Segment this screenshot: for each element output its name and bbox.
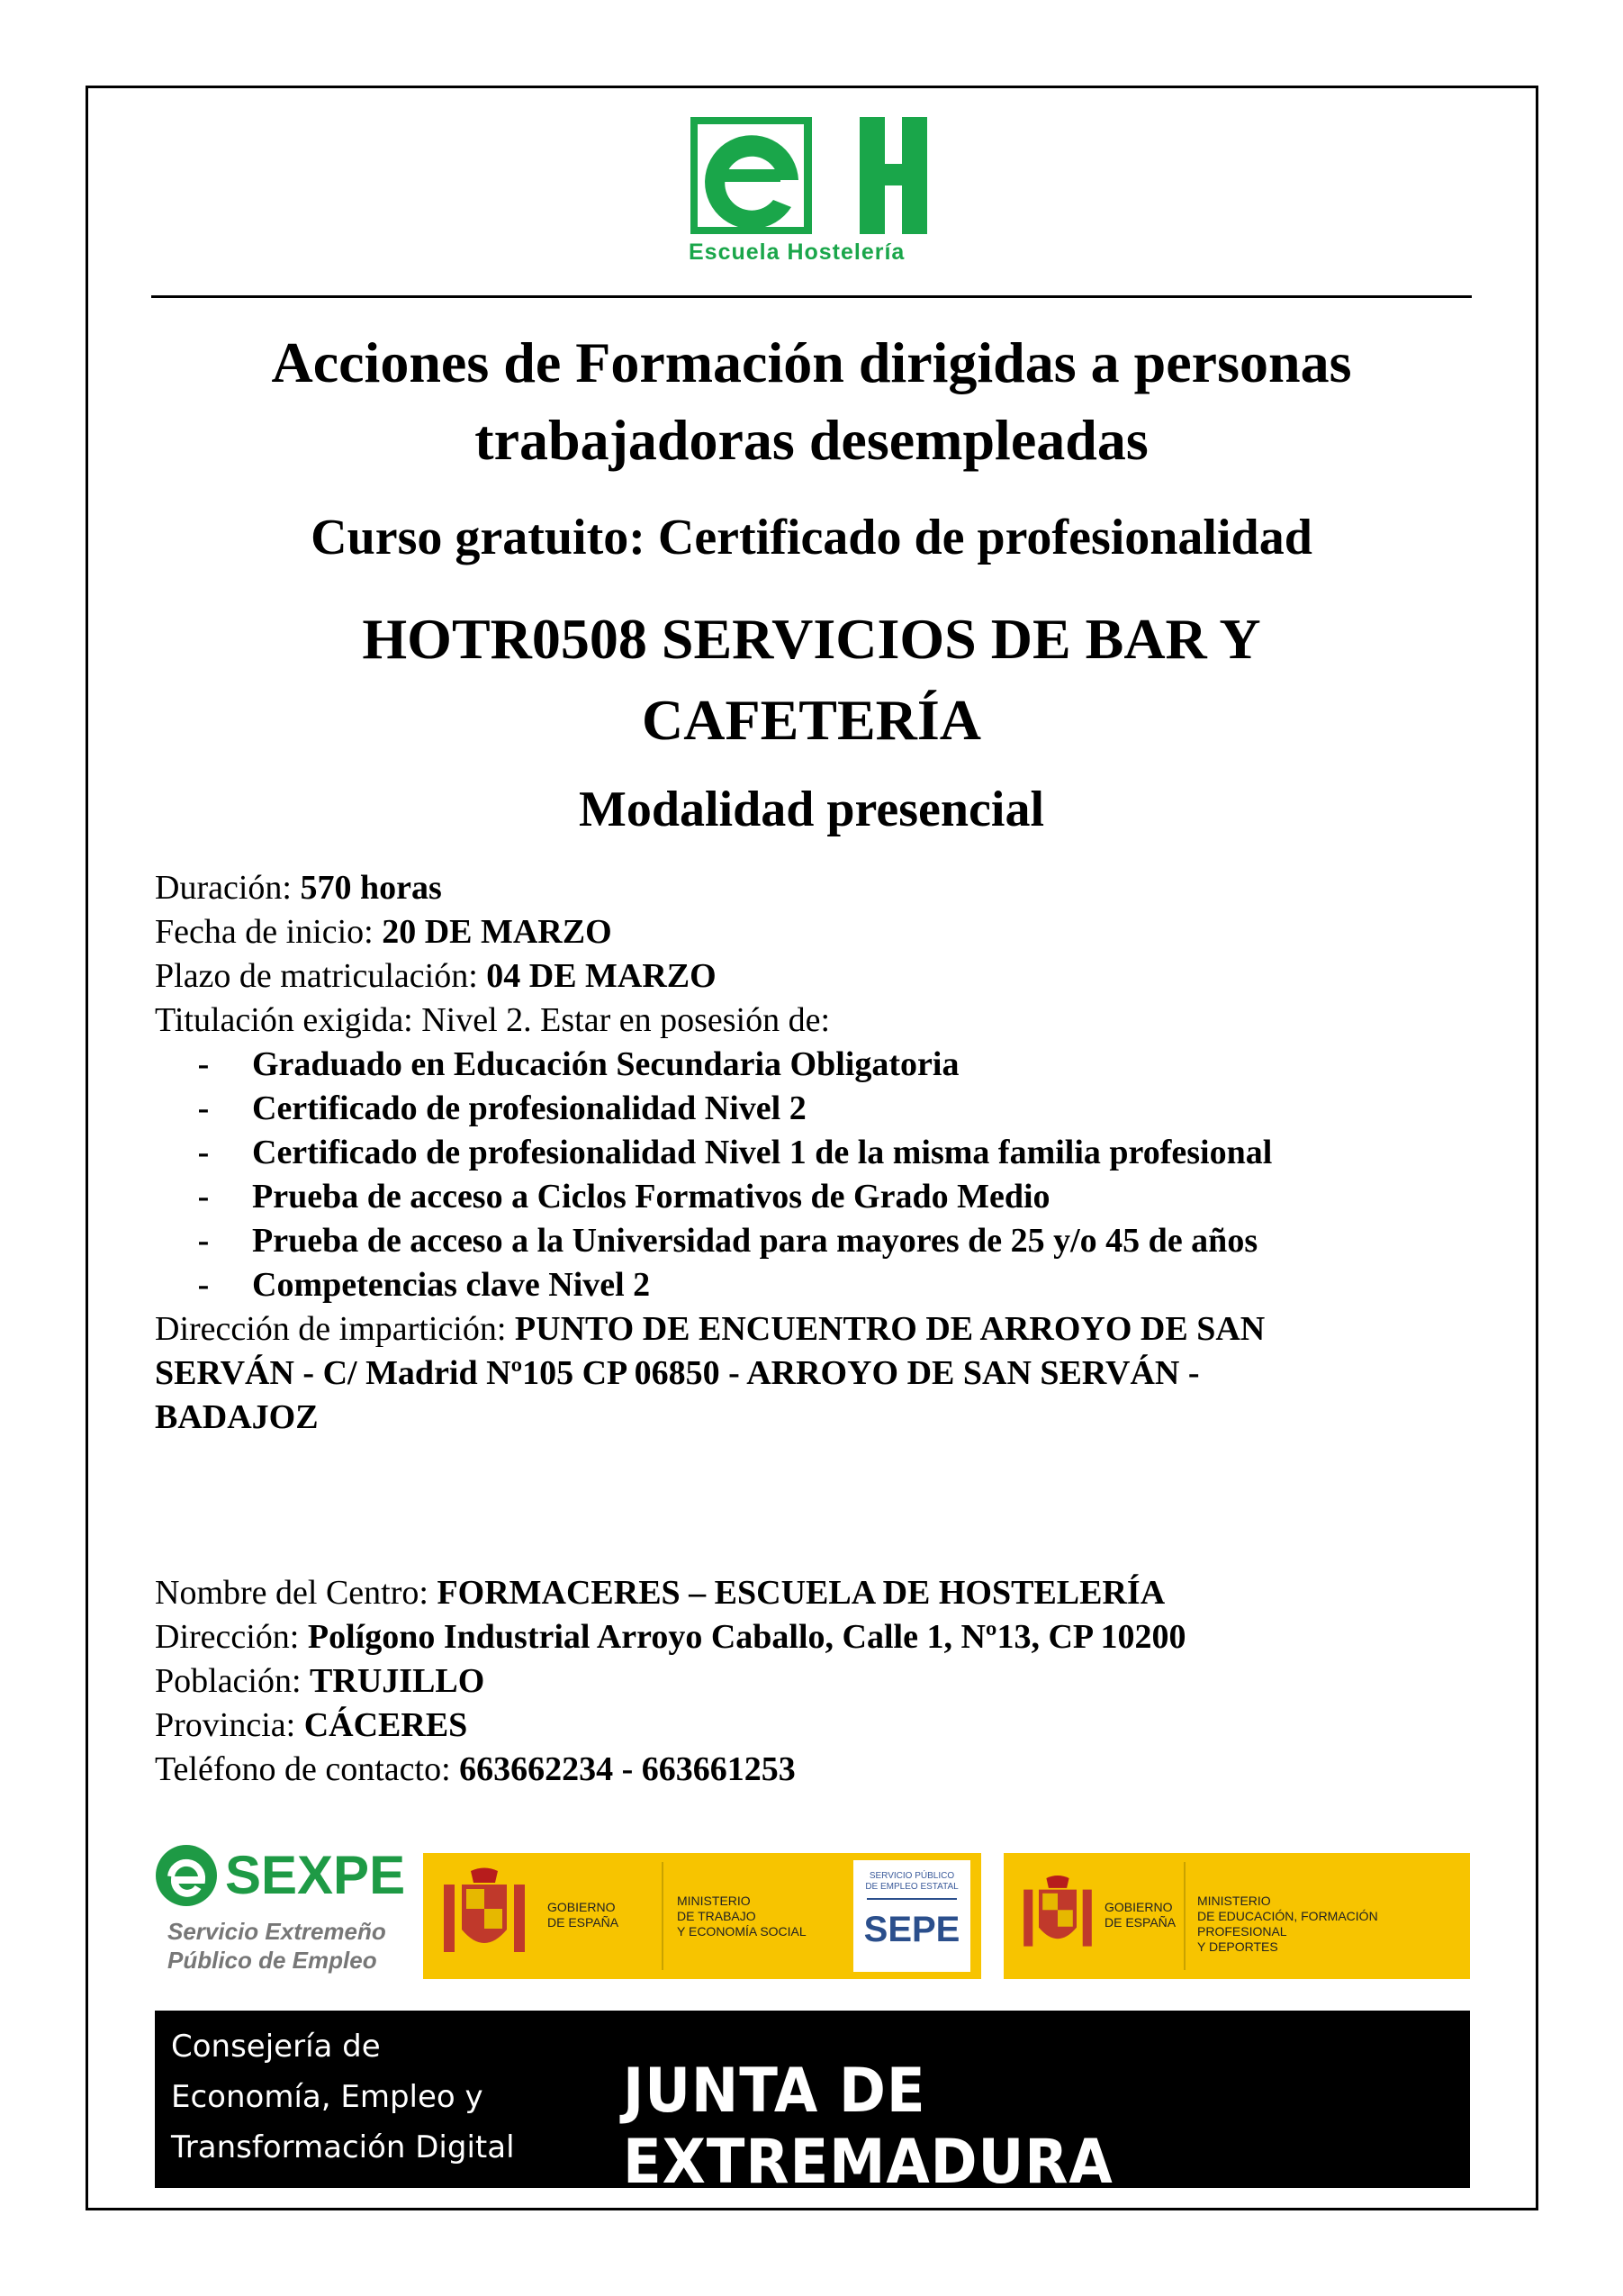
requirement-text: Graduado en Educación Secundaria Obligatoria: [252, 1045, 960, 1083]
divider: [151, 295, 1472, 298]
consejeria-line3: Transformación Digital: [171, 2129, 515, 2165]
requirement-item: [155, 1175, 1460, 1219]
min1-line2: DE TRABAJO: [677, 1909, 756, 1923]
enroll-value: 04 DE MARZO: [486, 957, 717, 995]
coat-of-arms-icon: [439, 1867, 529, 1966]
requirement-item: [155, 1043, 1460, 1087]
address-line3: BADAJOZ: [155, 1398, 319, 1436]
start-value: 20 DE MARZO: [382, 913, 612, 951]
center-name-row: [155, 1571, 1460, 1615]
gobierno-label-2: [1105, 1900, 1176, 1930]
address-line1: PUNTO DE ENCUENTRO DE ARROYO DE SAN: [514, 1310, 1266, 1348]
enroll-label: Plazo de matriculación:: [155, 957, 487, 995]
modality: Modalidad presencial: [578, 782, 1044, 837]
address-line2: SERVÁN - C/ Madrid Nº105 CP 06850 - ARROYO DE SAN SERVÁN -: [155, 1354, 1200, 1392]
phone-label: Teléfono de contacto:: [155, 1750, 460, 1788]
gobierno2-line1: GOBIERNO: [1105, 1900, 1173, 1914]
requirement-item: [155, 1131, 1460, 1175]
province-row: [155, 1704, 1460, 1748]
center-name-label: Nombre del Centro:: [155, 1574, 437, 1612]
course-details: [155, 866, 1460, 1440]
heading-line1: Acciones de Formación dirigidas a personas: [271, 330, 1352, 394]
sexpe-emblem-icon: [155, 1844, 218, 1907]
center-details: [155, 1571, 1460, 1792]
requirement-text: Prueba de acceso a Ciclos Formativos de Grado Medio: [252, 1178, 1050, 1216]
requirement-text: Certificado de profesionalidad Nivel 1 de la misma familia profesional: [252, 1134, 1273, 1171]
heading-line2: trabajadoras desempleadas: [474, 408, 1149, 472]
bullet: -: [197, 1178, 210, 1216]
sepe-small-label: [853, 1871, 970, 1893]
sexpe-name: SEXPE: [225, 1845, 406, 1905]
phone-row: [155, 1748, 1460, 1792]
ministerio-trabajo-label: [677, 1894, 807, 1939]
sepe-small2: DE EMPLEO ESTATAL: [865, 1882, 959, 1892]
sepe-name: SEPE: [863, 1910, 960, 1949]
start-row: [155, 910, 1460, 954]
center-address-row: [155, 1615, 1460, 1659]
requirements-title: Titulación exigida: Nivel 2. Estar en posesión de:: [155, 1001, 831, 1039]
town-value: TRUJILLO: [310, 1662, 485, 1700]
min1-line3: Y ECONOMÍA SOCIAL: [677, 1924, 807, 1939]
sexpe-line1: Servicio Extremeño: [167, 1918, 386, 1945]
sexpe-line2: Público de Empleo: [167, 1947, 377, 1974]
requirement-item: [155, 1263, 1460, 1307]
course-title-line1: HOTR0508 SERVICIOS DE BAR Y: [362, 607, 1261, 671]
requirement-text: Prueba de acceso a la Universidad para mayores de 25 y/o 45 de años: [252, 1222, 1258, 1260]
center-name-value: FORMACERES – ESCUELA DE HOSTELERÍA: [437, 1574, 1166, 1612]
course-title: [135, 599, 1488, 761]
gobierno-trabajo-banner: [423, 1853, 981, 1979]
ministerio-educacion-label: [1197, 1894, 1470, 1955]
duration-row: [155, 866, 1460, 910]
separator: [1184, 1862, 1186, 1970]
sepe-rule: [867, 1898, 957, 1900]
gobierno-educacion-banner: [1004, 1853, 1470, 1979]
bullet: -: [197, 1134, 210, 1171]
consejeria-line2: Economía, Empleo y: [171, 2079, 483, 2115]
gobierno2-line2: DE ESPAÑA: [1105, 1915, 1177, 1930]
sepe-logo: [853, 1860, 970, 1972]
min2-line1: MINISTERIO: [1197, 1894, 1271, 1908]
center-address-label: Dirección:: [155, 1618, 308, 1656]
coat-of-arms-icon: [1020, 1871, 1096, 1961]
province-label: Provincia:: [155, 1706, 304, 1744]
requirement-item: [155, 1219, 1460, 1263]
gobierno-line1: GOBIERNO: [547, 1900, 616, 1914]
requirement-text: Certificado de profesionalidad Nivel 2: [252, 1089, 807, 1127]
consejeria-line1: Consejería de: [171, 2029, 381, 2065]
address-label: Dirección de impartición:: [155, 1310, 515, 1348]
junta-extremadura-banner: [155, 2011, 1470, 2198]
bullet: -: [197, 1089, 210, 1127]
gobierno-label: [547, 1900, 618, 1930]
address-row-3: [155, 1396, 1460, 1440]
requirement-item: [155, 1087, 1460, 1131]
gobierno-line2: DE ESPAÑA: [547, 1915, 619, 1930]
town-label: Población:: [155, 1662, 311, 1700]
course-title-line2: CAFETERÍA: [642, 688, 981, 752]
logo-subtitle: Escuela Hostelería: [689, 240, 906, 265]
sexpe-logo: [155, 1844, 411, 1979]
address-row: [155, 1307, 1460, 1351]
enroll-row: [155, 954, 1460, 999]
phone-value: 663662234 - 663661253: [459, 1750, 796, 1788]
separator: [662, 1862, 663, 1970]
center-address-value: Polígono Industrial Arroyo Caballo, Calle 1, Nº13, CP 10200: [307, 1618, 1186, 1656]
min2-line3: Y DEPORTES: [1197, 1939, 1278, 1954]
min1-line1: MINISTERIO: [677, 1894, 751, 1908]
requirement-text: Competencias clave Nivel 2: [252, 1266, 651, 1304]
junta-name: JUNTA DE EXTREMADURA: [623, 2056, 1114, 2198]
duration-label: Duración:: [155, 869, 301, 907]
town-row: [155, 1659, 1460, 1704]
main-heading: [135, 324, 1488, 479]
duration-value: 570 horas: [300, 869, 442, 907]
province-value: CÁCERES: [303, 1706, 468, 1744]
bullet: -: [197, 1266, 210, 1304]
sepe-small1: SERVICIO PÚBLICO: [869, 1871, 955, 1881]
bullet: -: [197, 1222, 210, 1260]
bullet: -: [197, 1045, 210, 1083]
min2-line2: DE EDUCACIÓN, FORMACIÓN PROFESIONAL: [1197, 1909, 1378, 1939]
course-type: Curso gratuito: Certificado de profesionalidad: [311, 510, 1312, 565]
address-row-2: [155, 1351, 1460, 1396]
consejeria-label: [171, 2021, 515, 2173]
start-label: Fecha de inicio:: [155, 913, 383, 951]
